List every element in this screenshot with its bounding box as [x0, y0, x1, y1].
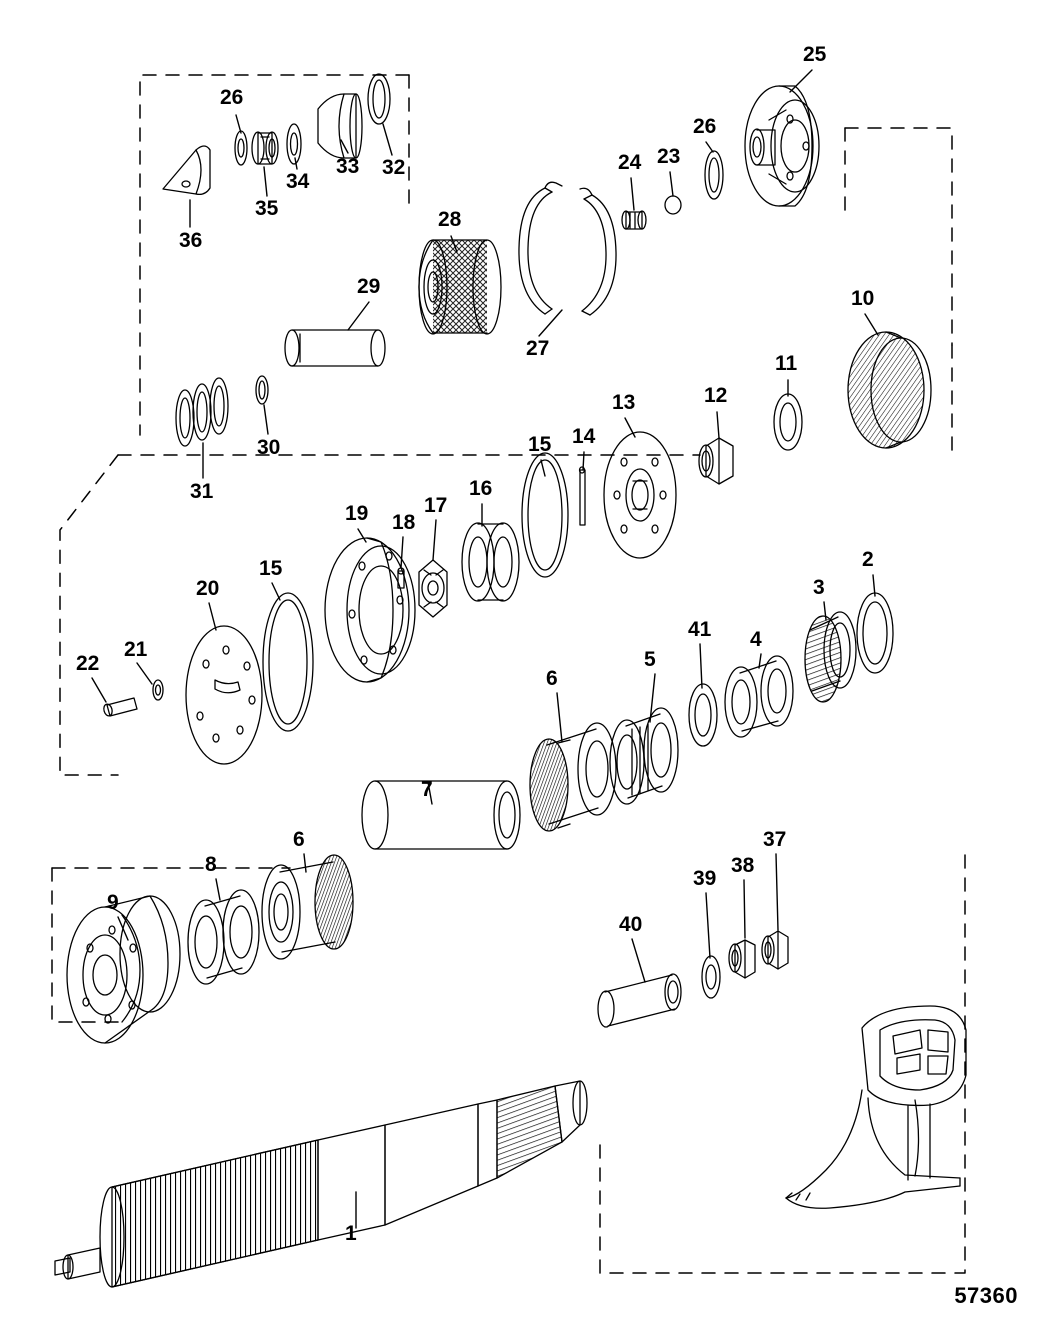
callout-16: 16: [469, 477, 493, 500]
part-27-snap-ring-b: [580, 188, 616, 315]
callout-6-left: 6: [293, 828, 305, 851]
gearcase-illustration: [786, 1006, 966, 1208]
callout-19: 19: [345, 502, 369, 525]
part-3-bearing-cup: [805, 612, 856, 702]
callout-38: 38: [731, 854, 755, 877]
part-29-shaft: [285, 330, 385, 366]
part-24-spring-pin: [622, 211, 646, 229]
callout-32: 32: [382, 156, 406, 179]
callout-13: 13: [612, 391, 636, 414]
part-5-roller-bearing: [610, 708, 678, 804]
callout-34: 34: [286, 170, 310, 193]
part-10-spring-band: [848, 332, 931, 448]
callout-22: 22: [76, 652, 100, 675]
part-6-gear-left: [262, 855, 353, 959]
part-35-bushing: [252, 132, 278, 164]
callout-26-right: 26: [693, 115, 717, 138]
callout-40: 40: [619, 913, 643, 936]
part-7-sleeve: [362, 778, 520, 849]
callout-3: 3: [813, 576, 825, 599]
part-13-plate: [604, 432, 676, 558]
callout-6-right: 6: [546, 667, 558, 690]
callout-24: 24: [618, 151, 642, 174]
part-26-washer-right: [705, 151, 723, 199]
part-22-dowel-pin: [103, 698, 137, 717]
callout-39: 39: [693, 867, 717, 890]
callout-14: 14: [572, 425, 596, 448]
drawing-number: 57360: [954, 1283, 1018, 1308]
callout-27: 27: [526, 337, 550, 360]
part-16-bearing: [462, 523, 519, 601]
part-15-o-ring-left: [263, 593, 313, 731]
part-25-hub: [745, 86, 819, 206]
callout-30: 30: [257, 436, 281, 459]
callout-17: 17: [424, 494, 448, 517]
callout-11: 11: [775, 352, 798, 375]
callout-15-left: 15: [259, 557, 283, 580]
part-30-o-ring: [256, 376, 268, 404]
part-36-nose-cone: [163, 146, 210, 194]
callout-23: 23: [657, 145, 681, 168]
part-31-rings: [176, 378, 228, 446]
part-38-nut: [729, 940, 755, 978]
part-32-o-ring: [368, 74, 390, 124]
callout-26-left: 26: [220, 86, 244, 109]
part-23-ball: [665, 196, 681, 214]
part-11-seal: [774, 394, 802, 450]
group-boundary-gearcase: [600, 1100, 965, 1273]
part-15-o-ring-right: [522, 453, 568, 577]
callout-12: 12: [704, 384, 728, 407]
part-27-snap-ring-a: [519, 182, 562, 314]
callout-8: 8: [205, 853, 217, 876]
part-1-propeller-shaft: [55, 1081, 587, 1287]
group-boundary-shaft: [52, 855, 965, 1100]
part-40-sleeve: [598, 974, 681, 1027]
part-33-cone: [318, 94, 362, 158]
callout-18: 18: [392, 511, 416, 534]
part-37-nut: [762, 931, 788, 969]
callout-4: 4: [750, 628, 762, 651]
callout-9: 9: [107, 891, 119, 914]
callout-2: 2: [862, 548, 874, 571]
callout-21: 21: [124, 638, 148, 661]
part-17-rotor: [419, 560, 447, 617]
part-6-gear-right: [530, 723, 616, 831]
part-20-plate: [186, 626, 262, 764]
callout-29: 29: [357, 275, 381, 298]
callout-33: 33: [336, 155, 360, 178]
callout-31: 31: [190, 480, 214, 503]
part-28-filter: [419, 240, 501, 334]
callout-10: 10: [851, 287, 875, 310]
callout-5: 5: [644, 648, 656, 671]
part-39-washer: [702, 956, 720, 998]
part-26-washer-left: [235, 131, 247, 165]
part-34-washer: [287, 124, 301, 164]
callout-37: 37: [763, 828, 787, 851]
callout-28: 28: [438, 208, 462, 231]
callout-36: 36: [179, 229, 203, 252]
callout-41: 41: [688, 618, 712, 641]
callout-35: 35: [255, 197, 279, 220]
part-12-nut: [699, 438, 733, 484]
part-8-bearing: [188, 890, 259, 984]
part-21-washer: [153, 680, 163, 700]
group-boundary-hub: [845, 128, 952, 345]
callout-1: 1: [345, 1222, 357, 1245]
callout-20: 20: [196, 577, 220, 600]
part-14-pin: [580, 467, 586, 525]
callout-25: 25: [803, 43, 827, 66]
part-9-housing: [67, 896, 180, 1043]
callout-15-right: 15: [528, 433, 552, 456]
part-2-seal: [857, 593, 893, 673]
part-41-washer: [689, 684, 717, 746]
callout-7: 7: [421, 778, 433, 801]
